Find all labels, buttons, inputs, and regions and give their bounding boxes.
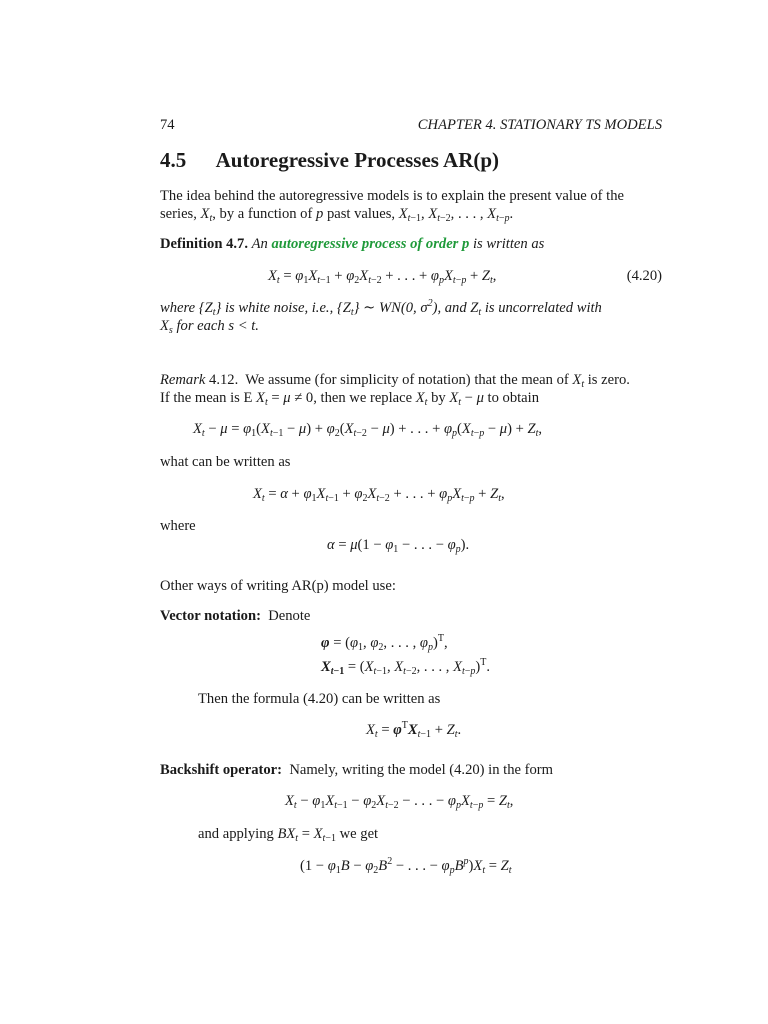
vector-notation-label: Vector notation: [160,608,261,624]
definition-text: where { [160,300,205,316]
page-number: 74 [160,117,175,133]
definition-text: is uncorrelated with [481,300,602,316]
remark-text: by [427,390,450,406]
remark-text: We assume (for simplicity of notation) that the mean of [245,372,573,388]
vector-notation-text: Denote [268,608,311,624]
remark-line-1: Remark 4.12. We assume (for simplicity of notation) that the mean of $X_t$ is zero. [160,372,630,390]
equation-alpha-form: $X_t = \alpha + \varphi_1X_{t-1} + \varphi_2X_{t-2}$ + . . . + $\varphi_pX_{t-p} + Z_t$, [253,486,505,504]
intro-text: series, [160,206,201,222]
equation-phi-vector: $\varphi = (\varphi_1$, $\varphi_2$, . . . , $\varphi_p)^T$, [321,633,448,653]
equation-vector-form: $X_t = \varphi^TX_{t-1} + Z_t$. [366,720,462,740]
vector-notation-line [160,608,310,625]
definition-line [160,236,544,253]
backshift-line [160,762,553,779]
where-text: where [160,518,196,534]
section-number: 4.5 [160,148,187,172]
intro-line-1: The idea behind the autoregressive models is to explain the present value of the [160,188,625,204]
definition-where-2: $X_s$ for each s < t. [160,318,259,336]
remark-line-2: If the mean is E $X_t = \mu \ne 0$, then we replace $X_t$ by $X_t - \mu$ to obtain [160,390,540,408]
section-heading [160,148,499,173]
definition-where-1: where $\{Z_t\}$ is white noise, i.e., $\{Z_t\}$ ∼ WN(0, $\sigma^2$), and $Z_t$ is uncorrelated with [160,298,602,318]
intro-line-2: series, $X_t$, by a function of p past values, $X_{t-1}$, $X_{t-2}$, . . . , $X_{t-p}$. [160,206,514,224]
then-formula-text: Then the formula (4.20) can be written as [198,691,441,707]
equation-centered: $X_t - \mu = \varphi_1(X_{t-1} - \mu) + \varphi_2(X_{t-2} - \mu)$ + . . . + $\varphi_p(X_{t-p} - \mu) + Z_t$, [193,421,543,439]
backshift-text: Namely, writing the model (4.20) in the form [289,762,554,778]
equation-model-form: $X_t - \varphi_1X_{t-1} - \varphi_2X_{t-2}$ − . . . − $\varphi_pX_{t-p} = Z_t$, [285,793,514,811]
remark-text: , then we replace [313,390,416,406]
equation-number: (4.20) [626,268,662,284]
remark-label: Remark [160,372,206,388]
backshift-label: Backshift operator: [160,762,283,778]
definition-text: } is white noise, i.e., { [215,300,343,316]
definition-text: An [251,236,272,252]
definition-text: for each [172,318,229,334]
intro-text: past values, [323,206,399,222]
definition-term: autoregressive process of order p [271,236,470,252]
definition-text: is written as [469,236,545,252]
definition-text: , and [437,300,471,316]
definition-text: } ∼ [353,300,379,316]
running-title: CHAPTER 4. STATIONARY TS MODELS [417,117,662,133]
applying-text: and applying [198,826,278,842]
other-ways-text: Other ways of writing AR(p) model use: [160,578,396,594]
definition-label: Definition 4.7. [160,236,248,252]
applying-text: we get [335,826,379,842]
applying-line: and applying $BX_t = X_{t-1}$ we get [198,826,379,844]
remark-text: to obtain [483,390,540,406]
remark-number: 4.12. [209,372,239,388]
equation-alpha: $\alpha = \mu(1 - \varphi_1$ − . . . − $\varphi_p$). [327,537,470,555]
what-can-be-written: what can be written as [160,454,291,470]
equation-backshift: ($1 - \varphi_1B - \varphi_2B^2$ − . . . − $\varphi_pB^p)X_t = Z_t$ [300,856,512,876]
intro-text: , by a function of [212,206,316,222]
equation-x-vector: $X_{t-1} = (X_{t-1}$, $X_{t-2}$, . . . , $X_{t-p})^T$. [321,657,491,677]
remark-text: If the mean is E [160,390,257,406]
remark-text: is zero. [584,372,630,388]
section-title: Autoregressive Processes AR(p) [215,148,500,172]
equation-ar-p: $X_t = \varphi_1X_{t-1} + \varphi_2X_{t-2}$ + . . . + $\varphi_pX_{t-p} + Z_t$, [268,268,497,286]
